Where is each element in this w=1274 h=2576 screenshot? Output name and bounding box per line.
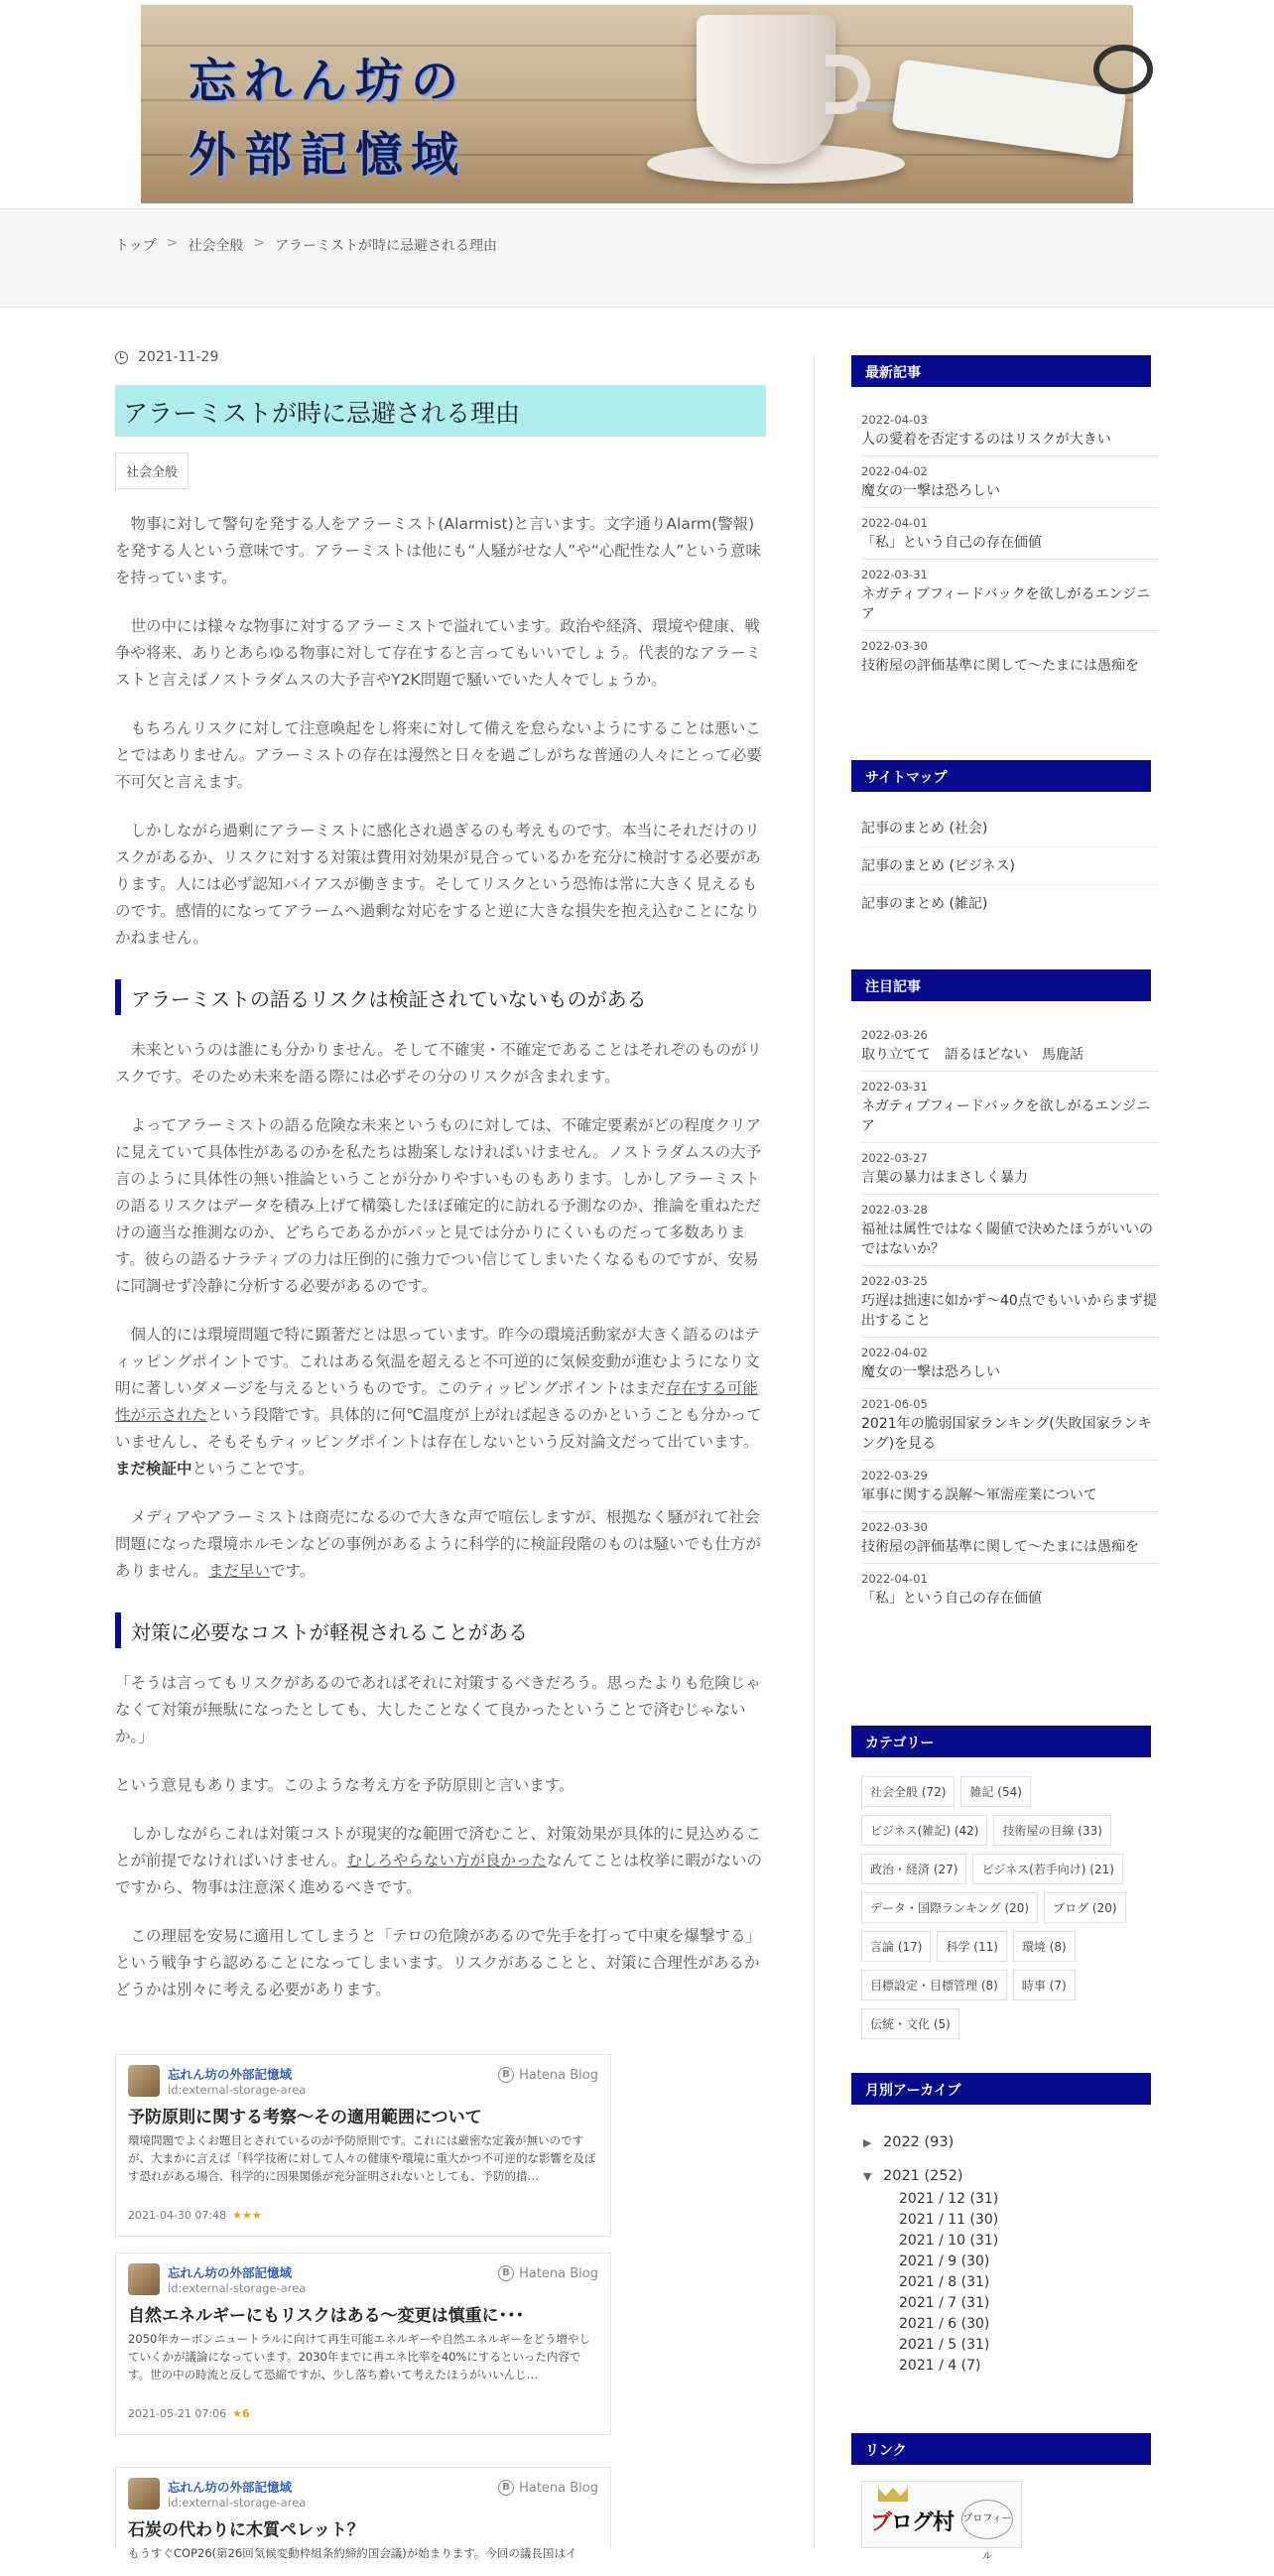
badge-text: ブログ村 bbox=[870, 2510, 955, 2535]
item-date: 2022-03-31 bbox=[861, 568, 928, 581]
underlined-text: 存在する可能性が示された bbox=[115, 1379, 758, 1424]
article-paragraph: 未来というのは誰にも分かりません。そして不確実・不確定であることはそれぞのものがリスクです。そのため未来を語る際には必ずその分のリスクが含まれます。 bbox=[115, 1041, 762, 1086]
blog-embed-card[interactable] bbox=[115, 2253, 611, 2435]
archive-year-2022[interactable] bbox=[863, 2129, 1161, 2155]
item-title[interactable]: 技術屋の評価基準に関して～たまには愚痴を bbox=[861, 1539, 1139, 1555]
breadcrumb-category-link[interactable]: 社会全般 bbox=[188, 238, 244, 254]
category-tag[interactable]: ブログ (20) bbox=[1044, 1892, 1125, 1923]
sitemap-link[interactable]: 記事のまとめ (雑記) bbox=[861, 896, 988, 912]
card-site-name[interactable]: 忘れん坊の外部記憶域 bbox=[168, 2480, 293, 2495]
sidebar-featured-list bbox=[861, 1020, 1159, 1614]
article-paragraph: 世の中には様々な物事に対するアラーミストで溢れています。政治や経済、環境や健康、戦争や将来、ありとあらゆる物事に対して存在すると言ってもいいでしょう。代表的なアラーミストと言えばノストラダムスの大予言やY2K問題で騒いでいた人々でしょうか。 bbox=[115, 617, 762, 689]
archive-year-2021[interactable] bbox=[863, 2163, 1161, 2189]
archive-month-link[interactable]: 2021 / 6 (30) bbox=[899, 2316, 990, 2332]
item-title[interactable]: 魔女の一撃は恐ろしい bbox=[861, 1364, 1000, 1380]
text-segment: 個人的には環境問題で特に顕著だとは思っています。昨今の環境活動家が大きく語るのはティッピングポイントです。これはある気温を超えると不可逆的に気候変動が進むようになり文明に著しいダメージを与えるというものです。このティッピングポイントはまだ bbox=[115, 1326, 760, 1397]
list-item[interactable] bbox=[861, 1564, 1159, 1614]
card-description: 環境問題でよくお題目とされているのが予防原則です。これには厳密な定義が無いのですが、大まかに言えば「科学技術に対して人々の健康や環境に重大かつ不可逆的な影響を及ぼす恐れがある場合、科学的に因果関係が充分証明されないとしても、予防的措… bbox=[128, 2133, 596, 2183]
collapse-icon[interactable]: ▼ bbox=[863, 2169, 872, 2183]
category-tag[interactable]: 技術屋の目線 (33) bbox=[993, 1815, 1110, 1846]
archive-month-link[interactable]: 2021 / 5 (31) bbox=[899, 2337, 990, 2353]
hatena-blog-label bbox=[498, 2265, 598, 2281]
hatena-blog-icon: B bbox=[498, 2265, 514, 2281]
star-icon[interactable]: ★★★ bbox=[232, 2209, 262, 2222]
card-title[interactable]: 予防原則に関する考察～その適用範囲について bbox=[128, 2108, 482, 2127]
article-quote: 「そうは言ってもリスクがあるのであればそれに対策するべきだろう。思ったよりも危険じゃなくて対策が無駄になったとしても、大したことなくて良かったということで済むじゃないか。」 bbox=[115, 1674, 761, 1745]
sidebar-archive-heading: 月別アーカイブ bbox=[851, 2073, 1151, 2105]
item-title[interactable]: 福祉は属性ではなく閾値で決めたほうがいいのではないか？ bbox=[861, 1222, 1153, 1257]
category-tag[interactable]: 政治・経済 (27) bbox=[861, 1854, 966, 1884]
sidebar-archive bbox=[863, 2129, 1161, 2377]
breadcrumb-top-link[interactable]: トップ bbox=[115, 238, 157, 254]
card-site-id: id:external-storage-area bbox=[168, 2496, 307, 2510]
card-description: もうすぐCOP26(第26回気候変動枠組条約締約国会議)が始まります。今回の議長国はイ bbox=[128, 2546, 577, 2560]
sidebar-recent-list bbox=[861, 405, 1159, 682]
hatena-blog-label bbox=[498, 2067, 598, 2083]
article-paragraph: 物事に対して警句を発する人をアラーミスト(Alarmist)と言います。文字通りAlarm(警報)を発する人という意味です。アラーミストは他にも“人騒がせな人”や“心配性な人”という意味を持っています。 bbox=[115, 515, 761, 586]
card-site-name[interactable]: 忘れん坊の外部記憶域 bbox=[168, 2067, 293, 2082]
list-item[interactable] bbox=[861, 405, 1159, 456]
card-site-name[interactable]: 忘れん坊の外部記憶域 bbox=[168, 2265, 293, 2280]
item-date: 2022-04-01 bbox=[861, 516, 928, 530]
underlined-text: まだ早い bbox=[207, 1562, 270, 1580]
card-description: 2050年カーボンニュートラルに向けて再生可能エネルギーや自然エネルギーをどう増やしていくかが議論になっています。2030年までに再エネ比率を40%にするといった内容です。世の中の時流と反して恐縮ですが、少し落ち着いて考えたほうがいいんじ… bbox=[128, 2332, 590, 2382]
item-title[interactable]: 技術屋の評価基準に関して～たまには愚痴を bbox=[861, 658, 1139, 674]
item-date: 2022-03-29 bbox=[861, 1469, 928, 1482]
blog-title-line1[interactable]: 忘れん坊の bbox=[189, 54, 467, 109]
item-date: 2022-04-02 bbox=[861, 1346, 928, 1359]
category-tag[interactable]: ビジネス(若手向け) (21) bbox=[972, 1854, 1122, 1884]
banner-coffee-cup-image bbox=[697, 15, 835, 164]
item-date: 2022-03-30 bbox=[861, 1520, 928, 1534]
category-tag[interactable]: 時事 (7) bbox=[1013, 1970, 1076, 2000]
list-item[interactable] bbox=[861, 1072, 1159, 1143]
card-meta bbox=[128, 2209, 262, 2222]
text-segment: です。 bbox=[269, 1562, 316, 1580]
bold-text: まだ検証中 bbox=[115, 1460, 192, 1478]
sidebar-recent-heading: 最新記事 bbox=[851, 355, 1151, 387]
list-item[interactable] bbox=[861, 1512, 1159, 1564]
category-tag[interactable]: 言論 (17) bbox=[861, 1931, 931, 1962]
banner-phone-image bbox=[891, 59, 1127, 159]
article-paragraph: よってアラーミストの語る危険な未来というものに対しては、不確定要素がどの程度クリアに見えていて具体性があるのかを私たちは勘案しなければいけません。ノストラダムスの大予言のように具体性の無い推論ということが分かりやすいものもあります。しかしアラーミストの語るリスクはデータを積み上げて構築したほぼ確定的に訪れる予測なのか、推論を重ねただけの適当な推測なのか、どちらであるかがパッと見では分かりにくいものだって多数あります。彼らの語るナラティブの力は圧倒的に強力でつい信じてしまいたくなるものですが、安易に同調せず冷静に分析する必要があるのです。 bbox=[115, 1116, 762, 1295]
item-date: 2022-04-02 bbox=[861, 464, 928, 478]
list-item[interactable] bbox=[861, 1143, 1159, 1195]
blogmura-badge[interactable] bbox=[861, 2481, 1022, 2562]
list-item[interactable] bbox=[861, 1389, 1159, 1461]
sidebar-sitemap-list bbox=[861, 810, 1159, 923]
hatena-blog-label bbox=[498, 2480, 598, 2496]
archive-month-link[interactable]: 2021 / 11 (30) bbox=[899, 2212, 999, 2228]
list-item[interactable] bbox=[861, 1020, 1159, 1072]
article-paragraph: という意見もあります。このような考え方を予防原則と言います。 bbox=[115, 1776, 574, 1794]
site-avatar bbox=[128, 2478, 160, 2510]
breadcrumb-separator: > bbox=[166, 235, 179, 251]
item-title[interactable]: 「私」という自己の存在価値 bbox=[861, 1591, 1042, 1607]
article-paragraph bbox=[115, 1821, 766, 1901]
breadcrumb-band bbox=[0, 208, 1274, 308]
archive-year-label[interactable]: 2021 (252) bbox=[883, 2168, 963, 2184]
item-title[interactable]: 取り立てて 語るほどない 馬鹿話 bbox=[861, 1047, 1083, 1063]
card-meta bbox=[128, 2407, 250, 2420]
category-tag[interactable]: 伝統・文化 (5) bbox=[861, 2008, 959, 2039]
list-item[interactable] bbox=[861, 1195, 1159, 1266]
article-paragraph: もちろんリスクに対して注意喚起をし将来に対して備えを怠らないようにすることは悪いことではありません。アラーミストの存在は漫然と日々を過ごしがちな普通の人々にとって必要不可欠と言えます。 bbox=[115, 719, 762, 791]
card-service-name: Hatena Blog bbox=[519, 2067, 598, 2083]
card-title[interactable]: 自然エネルギーにもリスクはある～変更は慎重に･･･ bbox=[128, 2306, 525, 2326]
item-date: 2022-04-03 bbox=[861, 413, 928, 427]
item-title[interactable]: 人の愛着を否定するのはリスクが大きい bbox=[861, 432, 1111, 448]
card-site-id: id:external-storage-area bbox=[168, 2083, 307, 2097]
text-segment: なんてことは枚挙に暇がないのですから、物事は注意深く進めるべきです。 bbox=[115, 1852, 762, 1896]
star-icon[interactable]: ★6 bbox=[232, 2407, 250, 2420]
clock-icon bbox=[115, 351, 128, 364]
article-date-row bbox=[115, 347, 766, 367]
sidebar-category-heading: カテゴリー bbox=[851, 1726, 1151, 1757]
list-item[interactable] bbox=[861, 631, 1159, 682]
item-date: 2022-03-30 bbox=[861, 639, 928, 653]
category-tag[interactable]: 目標設定・目標管理 (8) bbox=[861, 1970, 1007, 2000]
sitemap-link[interactable]: 記事のまとめ (ビジネス) bbox=[861, 847, 1159, 885]
card-service-name: Hatena Blog bbox=[519, 2265, 598, 2281]
list-item[interactable] bbox=[861, 560, 1159, 631]
article-paragraph: しかしながら過剰にアラーミストに感化され過ぎるのも考えものです。本当にそれだけのリスクがあるか、リスクに対する対策は費用対効果が見合っているかを充分に検討する必要があります。人には必ず認知バイアスが働きます。そしてリスクという恐怖は常に大きく見えるものです。感情的になってアラームへ過剰な対応をすると逆に大きな損失を抱え込むことになりかねません。 bbox=[115, 822, 761, 947]
item-title[interactable]: 魔女の一撃は恐ろしい bbox=[861, 483, 1000, 499]
item-title[interactable]: 言葉の暴力はまさしく暴力 bbox=[861, 1170, 1028, 1186]
badge-profile-button[interactable]: プロフィール bbox=[961, 2500, 1013, 2539]
blog-title-line2[interactable]: 外部記憶域 bbox=[189, 127, 467, 183]
item-date: 2022-04-01 bbox=[861, 1572, 928, 1586]
column-divider bbox=[814, 353, 815, 2548]
archive-month-link[interactable]: 2021 / 10 (31) bbox=[899, 2233, 999, 2249]
breadcrumb-current: アラーミストが時に忌避される理由 bbox=[275, 238, 498, 254]
archive-month-link[interactable]: 2021 / 12 (31) bbox=[899, 2191, 999, 2207]
card-site-id: id:external-storage-area bbox=[168, 2281, 307, 2295]
list-item[interactable] bbox=[861, 456, 1159, 508]
item-date: 2022-03-28 bbox=[861, 1203, 928, 1217]
category-tag[interactable]: ビジネス(雑記) (42) bbox=[861, 1815, 987, 1846]
archive-month-link[interactable]: 2021 / 8 (31) bbox=[899, 2274, 990, 2290]
list-item[interactable] bbox=[861, 1338, 1159, 1389]
list-item[interactable] bbox=[861, 508, 1159, 560]
card-date: 2021-04-30 07:48 bbox=[128, 2209, 227, 2222]
breadcrumb-separator: > bbox=[253, 235, 266, 251]
section-heading: 対策に必要なコストが軽視されることがある bbox=[115, 1612, 766, 1648]
crown-icon bbox=[878, 2488, 908, 2502]
item-title[interactable]: 巧遅は拙速に如かず～40点でもいいからまず提出すること bbox=[861, 1293, 1157, 1329]
underlined-text: むしろやらない方が良かった bbox=[346, 1852, 547, 1869]
text-segment: メディアやアラーミストは商売になるので大きな声で喧伝しますが、根拠なく騒がれて社会問題になった環境ホルモンなどの事例があるように科学的に検証段階のものは騒いでも仕方がありません。 bbox=[115, 1508, 762, 1580]
blog-embed-card[interactable] bbox=[115, 2054, 611, 2237]
sitemap-link[interactable]: 記事のまとめ (社会) bbox=[861, 810, 1159, 847]
header-banner[interactable] bbox=[141, 5, 1133, 203]
category-tag[interactable]: 雑記 (54) bbox=[960, 1776, 1030, 1807]
text-segment: という段階です。具体的に何℃温度が上がれば起きるのかということも分かっていませんし、そもそもティッピングポイントは存在しないという反対論文だって出ています。 bbox=[115, 1406, 762, 1451]
sidebar-featured-heading: 注目記事 bbox=[851, 969, 1151, 1001]
article-paragraph bbox=[115, 1322, 766, 1482]
article-paragraph: この理屈を安易に適用してしまうと「テロの危険があるので先手を打って中東を爆撃する」という戦争すら認めることになってしまいます。リスクがあることと、対策に合理性があるかどうかは別々に考える必要があります。 bbox=[115, 1927, 762, 1998]
article-title[interactable]: アラーミストが時に忌避される理由 bbox=[115, 385, 766, 437]
item-date: 2022-03-25 bbox=[861, 1274, 928, 1288]
item-title[interactable]: 2021年の脆弱国家ランキング(失敗国家ランキング)を見る bbox=[861, 1416, 1152, 1452]
hatena-blog-icon: B bbox=[498, 2067, 514, 2083]
article-paragraph bbox=[115, 1504, 766, 1585]
sidebar-sitemap-heading: サイトマップ bbox=[851, 760, 1151, 792]
item-date: 2021-06-05 bbox=[861, 1397, 928, 1411]
archive-month-link[interactable]: 2021 / 9 (30) bbox=[899, 2254, 990, 2269]
site-avatar bbox=[128, 2263, 160, 2295]
item-date: 2022-03-31 bbox=[861, 1080, 928, 1094]
list-item[interactable] bbox=[861, 1461, 1159, 1512]
breadcrumb bbox=[115, 235, 497, 255]
article-date[interactable]: 2021-11-29 bbox=[138, 349, 219, 365]
blog-embed-card[interactable] bbox=[115, 2467, 611, 2560]
expand-icon[interactable]: ▶ bbox=[863, 2135, 872, 2149]
text-segment: ということです。 bbox=[191, 1460, 315, 1478]
site-avatar bbox=[128, 2065, 160, 2097]
archive-year-label[interactable]: 2022 (93) bbox=[883, 2134, 955, 2150]
item-title[interactable]: 「私」という自己の存在価値 bbox=[861, 535, 1042, 551]
item-date: 2022-03-27 bbox=[861, 1151, 928, 1165]
article-category-tag[interactable]: 社会全般 bbox=[115, 452, 189, 489]
card-date: 2021-05-21 07:06 bbox=[128, 2407, 227, 2420]
banner-glasses-image bbox=[1093, 45, 1153, 94]
item-title[interactable]: 軍事に関する誤解～軍需産業について bbox=[861, 1487, 1097, 1503]
archive-month-link[interactable]: 2021 / 7 (31) bbox=[899, 2295, 990, 2311]
article bbox=[115, 347, 766, 2003]
category-tag[interactable]: 環境 (8) bbox=[1013, 1931, 1076, 1962]
list-item[interactable] bbox=[861, 1266, 1159, 1338]
text-segment: しかしながらこれは対策コストが現実的な範囲で済むこと、対策効果が具体的に見込めることが前提でなければいけません。 bbox=[115, 1825, 762, 1869]
category-tag[interactable]: 科学 (11) bbox=[937, 1931, 1006, 1962]
card-title[interactable]: 石炭の代わりに木質ペレット？ bbox=[128, 2520, 364, 2540]
item-date: 2022-03-26 bbox=[861, 1028, 928, 1042]
card-service-name: Hatena Blog bbox=[519, 2480, 598, 2496]
item-title[interactable]: ネガティブフィードバックを欲しがるエンジニア bbox=[861, 586, 1151, 622]
hatena-blog-icon: B bbox=[498, 2480, 514, 2496]
section-heading: アラーミストの語るリスクは検証されていないものがある bbox=[115, 979, 766, 1015]
item-title[interactable]: ネガティブフィードバックを欲しがるエンジニア bbox=[861, 1098, 1151, 1134]
category-tag[interactable]: 社会全般 (72) bbox=[861, 1776, 955, 1807]
sidebar-category-tags bbox=[861, 1776, 1159, 2039]
archive-month-link[interactable]: 2021 / 4 (7) bbox=[899, 2358, 981, 2374]
sidebar-links-heading: リンク bbox=[851, 2433, 1151, 2465]
category-tag[interactable]: データ・国際ランキング (20) bbox=[861, 1892, 1038, 1923]
